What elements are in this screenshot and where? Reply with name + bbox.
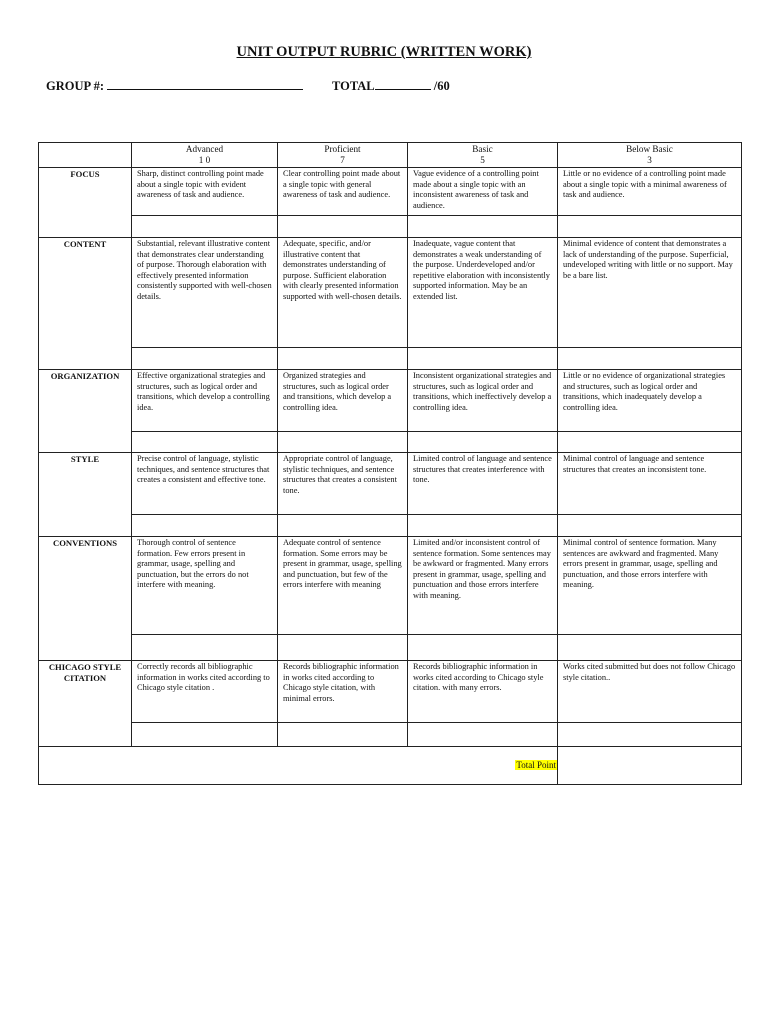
score-cell[interactable]	[408, 216, 558, 238]
score-cell[interactable]	[408, 348, 558, 370]
level-header-below-basic: Below Basic 3	[558, 143, 742, 168]
descriptor-cell: Inconsistent organizational strategies and structures, such as logical order and transitions, which ineffectively develop a controlling idea.	[408, 370, 558, 432]
score-cell[interactable]	[132, 723, 278, 747]
page-title: UNIT OUTPUT RUBRIC (WRITTEN WORK)	[236, 44, 532, 60]
score-cell[interactable]	[132, 515, 278, 537]
score-row-conventions	[39, 635, 742, 661]
level-header-proficient: Proficient 7	[278, 143, 408, 168]
score-cell[interactable]	[558, 216, 742, 238]
score-cell[interactable]	[558, 515, 742, 537]
score-cell[interactable]	[408, 635, 558, 661]
score-cell[interactable]	[408, 432, 558, 453]
score-cell[interactable]	[132, 635, 278, 661]
total-points-label-cell	[39, 747, 558, 785]
criterion-name: ORGANIZATION	[39, 370, 132, 453]
score-cell[interactable]	[558, 348, 742, 370]
descriptor-cell: Effective organizational strategies and structures, such as logical order and transitions, which develop a controlling idea.	[132, 370, 278, 432]
score-cell[interactable]	[278, 515, 408, 537]
score-cell[interactable]	[558, 635, 742, 661]
score-cell[interactable]	[132, 432, 278, 453]
score-cell[interactable]	[278, 432, 408, 453]
total-blank[interactable]	[375, 79, 431, 90]
total-points-value-cell[interactable]	[558, 747, 742, 785]
score-cell[interactable]	[132, 348, 278, 370]
header-row	[39, 143, 742, 168]
score-row-focus	[39, 216, 742, 238]
criterion-name: FOCUS	[39, 168, 132, 238]
descriptor-cell: Clear controlling point made about a single topic with general awareness of task and audience.	[278, 168, 408, 216]
total-field	[332, 79, 450, 94]
criterion-name: STYLE	[39, 453, 132, 537]
descriptor-cell: Limited control of language and sentence structures that creates interference with tone.	[408, 453, 558, 515]
criterion-row-content	[39, 238, 742, 348]
descriptor-cell: Sharp, distinct controlling point made about a single topic with evident awareness of task and audience.	[132, 168, 278, 216]
level-header-advanced: Advanced 1 0	[132, 143, 278, 168]
criterion-name: CHICAGO STYLE CITATION	[39, 661, 132, 747]
header-corner	[39, 143, 132, 168]
descriptor-cell: Adequate control of sentence formation. Some errors may be present in grammar, usage, spelling and punctuation, but few of the errors interfere with meaning	[278, 537, 408, 635]
descriptor-cell: Appropriate control of language, stylistic techniques, and sentence structures that creates a consistent tone.	[278, 453, 408, 515]
criterion-row-conventions	[39, 537, 742, 635]
descriptor-cell: Records bibliographic information in works cited according to Chicago style citation. with many errors.	[408, 661, 558, 723]
group-label: GROUP #:	[46, 79, 104, 93]
descriptor-cell: Precise control of language, stylistic techniques, and sentence structures that creates a consistent and effective tone.	[132, 453, 278, 515]
criterion-row-citation	[39, 661, 742, 723]
descriptor-cell: Thorough control of sentence formation. Few errors present in grammar, usage, spelling and punctuation, but the errors do not interfere with meaning.	[132, 537, 278, 635]
total-suffix: /60	[433, 79, 450, 93]
score-row-style	[39, 515, 742, 537]
score-row-content	[39, 348, 742, 370]
descriptor-cell: Organized strategies and structures, such as logical order and transitions, which develop a controlling idea.	[278, 370, 408, 432]
score-cell[interactable]	[278, 348, 408, 370]
total-label: TOTAL	[332, 79, 375, 93]
descriptor-cell: Limited and/or inconsistent control of sentence formation. Some sentences may be awkward or fragmented. Many errors present in grammar, usage, spelling and punctuation and those errors interfere with meaning.	[408, 537, 558, 635]
criterion-name: CONVENTIONS	[39, 537, 132, 661]
group-blank[interactable]	[107, 79, 303, 90]
total-points-row	[39, 747, 742, 785]
descriptor-cell: Little or no evidence of a controlling point made about a single topic with a minimal awareness of task and audience.	[558, 168, 742, 216]
descriptor-cell: Adequate, specific, and/or illustrative content that demonstrates understanding of purpose. Sufficient elaboration with clearly presented information supported with well-chosen details.	[278, 238, 408, 348]
criterion-row-style	[39, 453, 742, 515]
descriptor-cell: Records bibliographic information in works cited according to Chicago style citation, with minimal errors.	[278, 661, 408, 723]
descriptor-cell: Inadequate, vague content that demonstrates a weak understanding of the purpose. Underdeveloped and/or repetitive elaboration with inconsistently supported information. May be an extended list.	[408, 238, 558, 348]
descriptor-cell: Correctly records all bibliographic information in works cited according to Chicago style citation .	[132, 661, 278, 723]
group-number-field	[46, 79, 303, 94]
score-cell[interactable]	[408, 515, 558, 537]
criterion-row-organization	[39, 370, 742, 432]
score-cell[interactable]	[278, 635, 408, 661]
score-row-organization	[39, 432, 742, 453]
score-row-citation	[39, 723, 742, 747]
criterion-name: CONTENT	[39, 238, 132, 370]
descriptor-cell: Vague evidence of a controlling point made about a single topic with an inconsistent awareness of task and audience.	[408, 168, 558, 216]
descriptor-cell: Minimal control of language and sentence structures that creates an inconsistent tone.	[558, 453, 742, 515]
rubric-table	[38, 142, 742, 785]
descriptor-cell: Minimal control of sentence formation. Many sentences are awkward and fragmented. Many errors present in grammar, usage, spelling and punctuation, and those errors interfere with meaning.	[558, 537, 742, 635]
descriptor-cell: Little or no evidence of organizational strategies and structures, such as logical order and transitions, which inadequately develop a controlling idea.	[558, 370, 742, 432]
score-cell[interactable]	[558, 432, 742, 453]
criterion-row-focus	[39, 168, 742, 216]
descriptor-cell: Minimal evidence of content that demonstrates a lack of understanding of the purpose. Superficial, undeveloped writing with little or no support. May be a bare list.	[558, 238, 742, 348]
score-cell[interactable]	[558, 723, 742, 747]
descriptor-cell: Works cited submitted but does not follow Chicago style citation..	[558, 661, 742, 723]
score-cell[interactable]	[132, 216, 278, 238]
total-points-label: Total Point	[516, 759, 556, 770]
score-cell[interactable]	[278, 723, 408, 747]
level-header-basic: Basic 5	[408, 143, 558, 168]
score-cell[interactable]	[278, 216, 408, 238]
score-cell[interactable]	[408, 723, 558, 747]
descriptor-cell: Substantial, relevant illustrative content that demonstrates clear understanding of purpose. Thorough elaboration with effectively presented information consistently supported with well-chosen details.	[132, 238, 278, 348]
